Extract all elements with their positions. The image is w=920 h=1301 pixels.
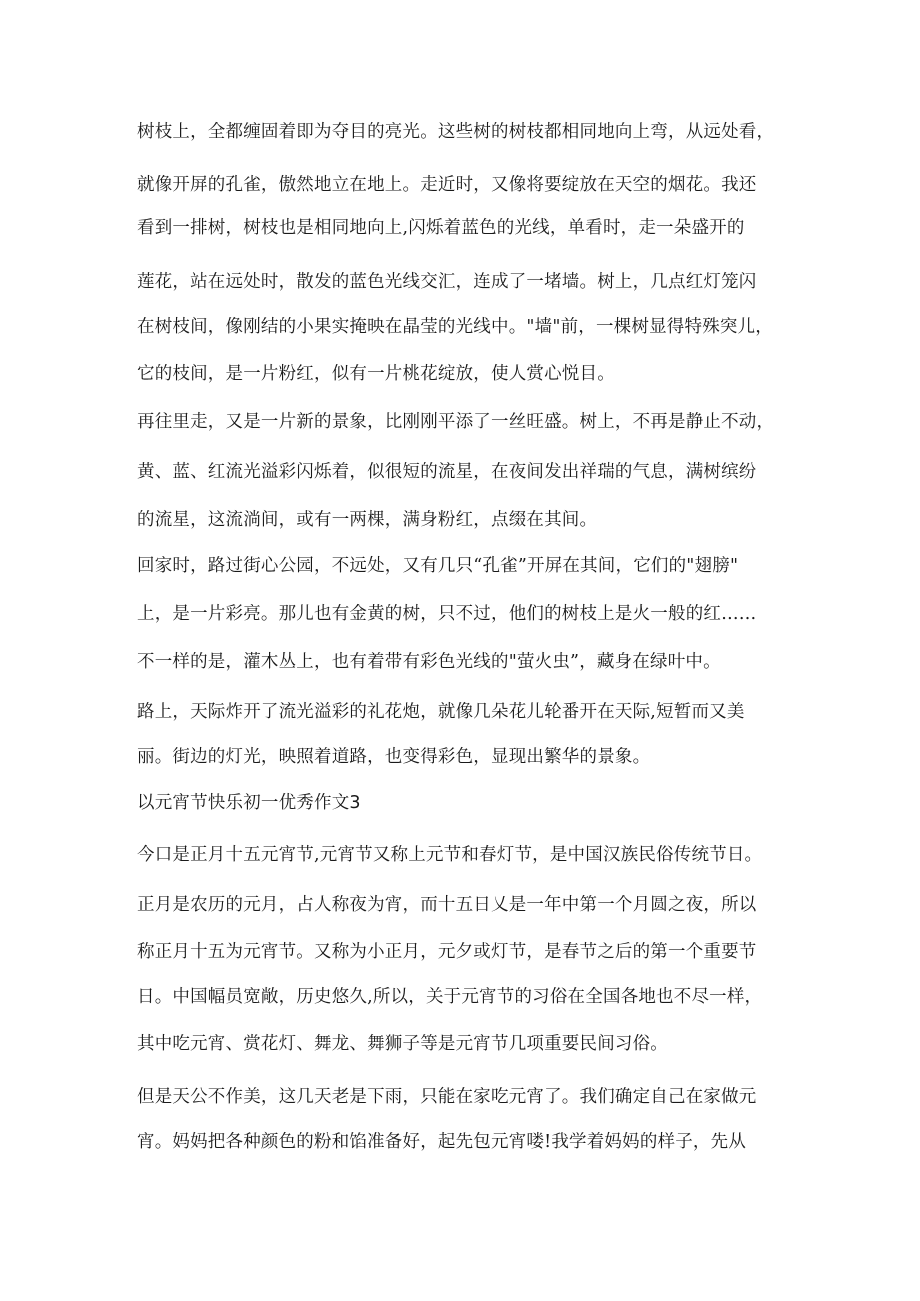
text-line: 日。中国幅员宽敞，历史悠久,所以，关于元宵节的习俗在全国各地也不尽一样，: [137, 987, 763, 1007]
text-line: 宵。妈妈把各种颜色的粉和馅准备好，起先包元宵喽!我学着妈妈的样子，先从: [137, 1132, 747, 1152]
text-line: 就像开屏的孔雀，傲然地立在地上。走近时，又像将要绽放在天空的烟花。我还: [137, 175, 757, 195]
text-line: 正月是农历的元月，占人称夜为宵，而十五日乂是一年中第一个月圆之夜，所以: [137, 895, 757, 915]
text-line: 树枝上，全都缠固着即为夺目的亮光。这些树的树枝都相同地向上弯，从远处看，: [137, 122, 775, 142]
text-line: 丽。街边的灯光，映照着道路，也变得彩色，显现出繁华的景象。: [137, 747, 651, 767]
text-line: 今口是正月十五元宵节,元宵节又称上元节和春灯节，是中国汉族民俗传统节日。: [137, 845, 763, 865]
text-line: 但是天公不作美，这几天老是下雨，只能在家吃元宵了。我们确定自己在家做元: [137, 1087, 757, 1107]
text-line: 的流星，这流淌间，或有一两棵，满身粉红，点缀在其间。: [137, 510, 598, 530]
text-line: 称正月十五为元宵节。又称为小正月，元夕或灯节，是春节之后的第一个重要节: [137, 942, 757, 962]
text-line: 不一样的是，灌木丛上，也有着带有彩色光线的"萤火虫”，藏身在绿叶中。: [137, 652, 721, 672]
text-line: 路上，天际炸开了流光溢彩的礼花炮，就像几朵花儿轮番开在天际,短暂而又美: [137, 702, 745, 722]
text-line: 再往里走，又是一片新的景象，比刚刚平添了一丝旺盛。树上，不再是静止不动，: [137, 412, 775, 432]
text-line: 其中吃元宵、赏花灯、舞龙、舞狮子等是元宵节几项重要民间习俗。: [137, 1034, 668, 1054]
section-heading: 以元宵节快乐初一优秀作文3: [137, 793, 361, 813]
text-line: 黄、蓝、红流光溢彩闪烁着，似很短的流星，在夜间发出祥瑞的气息，满树缤纷: [137, 462, 757, 482]
text-line: 上，是一片彩亮。那儿也有金黄的树，只不过，他们的树枝上是火一般的红……: [137, 604, 757, 624]
text-line: 在树枝间，像刚结的小果实掩映在晶莹的光线中。"墙"前，一棵树显得特殊突儿，: [137, 317, 773, 337]
text-line: 回家时，路过街心公园，不远处，又有几只“孔雀”开屏在其间，它们的"翅膀": [137, 556, 739, 576]
text-line: 它的枝间，是一片粉红，似有一片桃花绽放，使人赏心悦目。: [137, 364, 615, 384]
text-line: 看到一排树，树枝也是相同地向上,闪烁着蓝色的光线，单看时，走一朵盛开的: [137, 218, 745, 238]
text-line: 莲花，站在远处时，散发的蓝色光线交汇，连成了一堵墙。树上，几点红灯笼闪: [137, 272, 757, 292]
